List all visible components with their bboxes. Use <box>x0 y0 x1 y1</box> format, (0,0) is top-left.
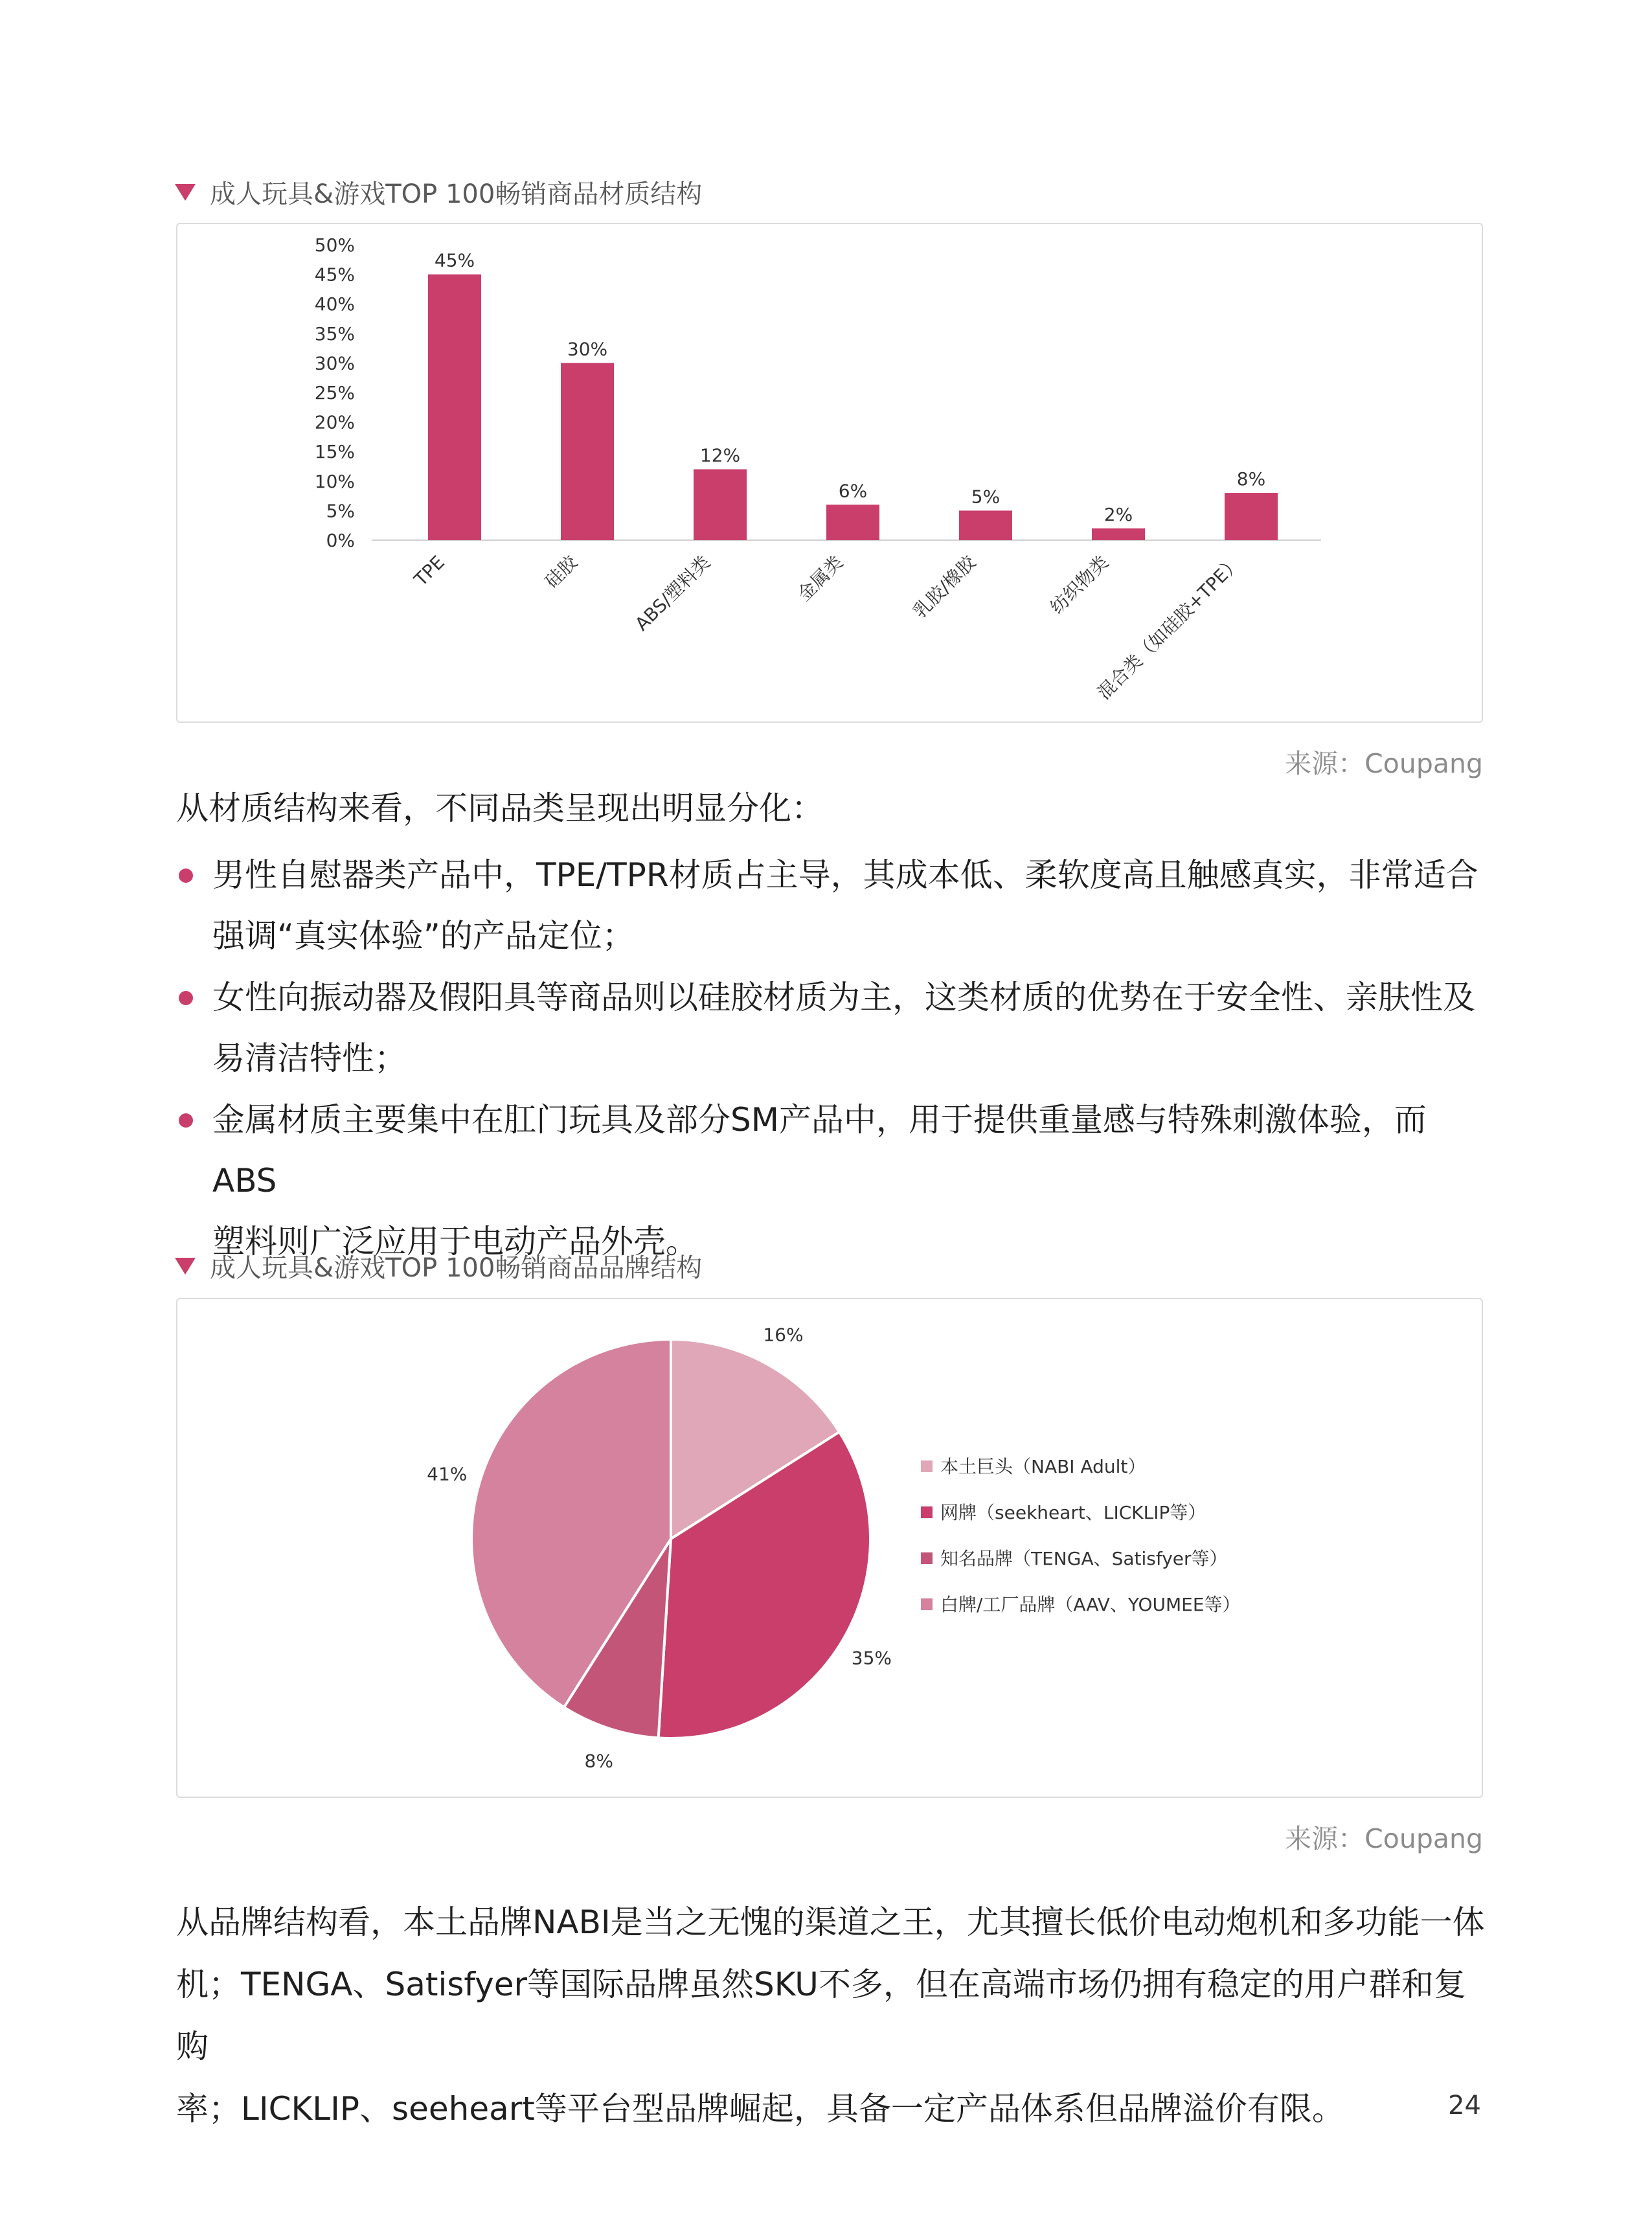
bullet-line: 金属材质主要集中在肛门玩具及部分SM产品中，用于提供重量感与特殊刺激体验，而ABS <box>212 1101 1427 1199</box>
bar-value-label: 8% <box>1236 468 1266 490</box>
bullet-line: 强调“真实体验”的产品定位； <box>212 917 635 955</box>
bullet-dot-icon <box>179 869 193 883</box>
bar-chart-heading-text: 成人玩具&游戏TOP 100畅销商品材质结构 <box>210 179 703 209</box>
brand-paragraph <box>176 1891 1491 2140</box>
bar-value-label: 45% <box>434 249 475 271</box>
legend-label: 知名品牌（TENGA、Satisfyer等） <box>940 1548 1228 1569</box>
y-tick-label: 0% <box>326 530 355 551</box>
y-tick-label: 10% <box>314 470 355 492</box>
legend-swatch <box>921 1506 933 1518</box>
bar-value-label: 6% <box>838 480 868 502</box>
bar <box>428 275 481 540</box>
y-tick-label: 5% <box>326 500 355 522</box>
bar-chart <box>177 224 1482 721</box>
y-tick-label: 35% <box>314 323 355 345</box>
bullet-line: 塑料则广泛应用于电动产品外壳。 <box>212 1223 698 1260</box>
bar <box>694 470 747 540</box>
bar <box>1225 493 1278 540</box>
bar-value-label: 5% <box>971 486 1001 508</box>
y-tick-label: 25% <box>314 382 355 403</box>
y-tick-label: 40% <box>314 293 355 315</box>
bar-chart-panel <box>176 223 1483 723</box>
bar <box>561 363 614 540</box>
bullet-item <box>176 967 1491 1089</box>
material-intro: 从材质结构来看，不同品类呈现出明显分化： <box>176 789 824 827</box>
y-tick-label: 20% <box>314 411 355 433</box>
bar-value-label: 12% <box>699 444 741 466</box>
pie-chart <box>177 1299 1482 1797</box>
legend-swatch <box>921 1460 933 1472</box>
bullet-line: 男性自慰器类产品中，TPE/TPR材质占主导，其成本低、柔软度高且触感真实，非常适合 <box>212 856 1478 894</box>
legend-label: 白牌/工厂品牌（AAV、YOUMEE等） <box>940 1594 1241 1615</box>
bar-value-label: 2% <box>1103 503 1133 525</box>
x-tick-label: 纺织物类 <box>1046 551 1113 619</box>
y-tick-label: 50% <box>314 234 355 256</box>
pie-value-label: 8% <box>584 1750 613 1772</box>
brand-paragraph-line: 机；TENGA、Satisfyer等国际品牌虽然SKU不多，但在高端市场仍拥有稳定的用户群和复购 <box>176 1966 1466 2065</box>
bar-chart-source: 来源：Coupang <box>1285 748 1483 779</box>
pie-chart-panel <box>176 1298 1483 1798</box>
pie-value-label: 41% <box>427 1463 468 1485</box>
bar <box>1092 528 1145 540</box>
material-bullet-list <box>176 845 1491 1273</box>
legend-label: 网牌（seekheart、LICKLIP等） <box>940 1502 1206 1523</box>
bullet-dot-icon <box>179 1113 193 1128</box>
x-tick-label: 乳胶/橡胶 <box>909 551 980 622</box>
y-tick-label: 45% <box>314 264 355 286</box>
x-tick-label: 金属类 <box>793 551 847 606</box>
x-tick-label: TPE <box>410 551 449 591</box>
bullet-item <box>176 845 1491 966</box>
triangle-marker-icon <box>175 1258 196 1275</box>
pie-value-label: 16% <box>763 1324 804 1346</box>
y-tick-label: 30% <box>314 352 355 374</box>
bullet-item <box>176 1089 1491 1272</box>
bar-value-label: 30% <box>567 338 608 360</box>
bullet-dot-icon <box>179 991 193 1005</box>
x-tick-label: ABS/塑料类 <box>631 551 714 635</box>
brand-paragraph-line: 从品牌结构看，本土品牌NABI是当之无愧的渠道之王，尤其擅长低价电动炮机和多功能一体 <box>176 1903 1485 1941</box>
brand-paragraph-line: 率；LICKLIP、seeheart等平台型品牌崛起，具备一定产品体系但品牌溢价有限。 <box>176 2090 1344 2128</box>
bullet-line: 女性向振动器及假阳具等商品则以硅胶材质为主，这类材质的优势在于安全性、亲肤性及 <box>212 979 1475 1016</box>
bullet-line: 易清洁特性； <box>212 1039 407 1077</box>
page-number: 24 <box>1448 2091 1481 2120</box>
pie-value-label: 35% <box>851 1647 892 1669</box>
legend-swatch <box>921 1552 933 1564</box>
pie-chart-heading-text: 成人玩具&游戏TOP 100畅销商品品牌结构 <box>210 1253 703 1283</box>
x-tick-label: 硅胶 <box>541 551 582 593</box>
bar <box>959 510 1012 540</box>
bar <box>826 505 879 540</box>
legend-label: 本土巨头（NABI Adult） <box>940 1456 1146 1477</box>
legend-swatch <box>921 1598 933 1610</box>
x-tick-label: 混合类（如硅胶+TPE） <box>1093 551 1245 704</box>
bar-chart-heading <box>175 174 702 210</box>
y-tick-label: 15% <box>314 441 355 463</box>
pie-chart-source: 来源：Coupang <box>1285 1823 1483 1854</box>
triangle-marker-icon <box>175 184 196 201</box>
pie-chart-heading <box>175 1247 702 1284</box>
